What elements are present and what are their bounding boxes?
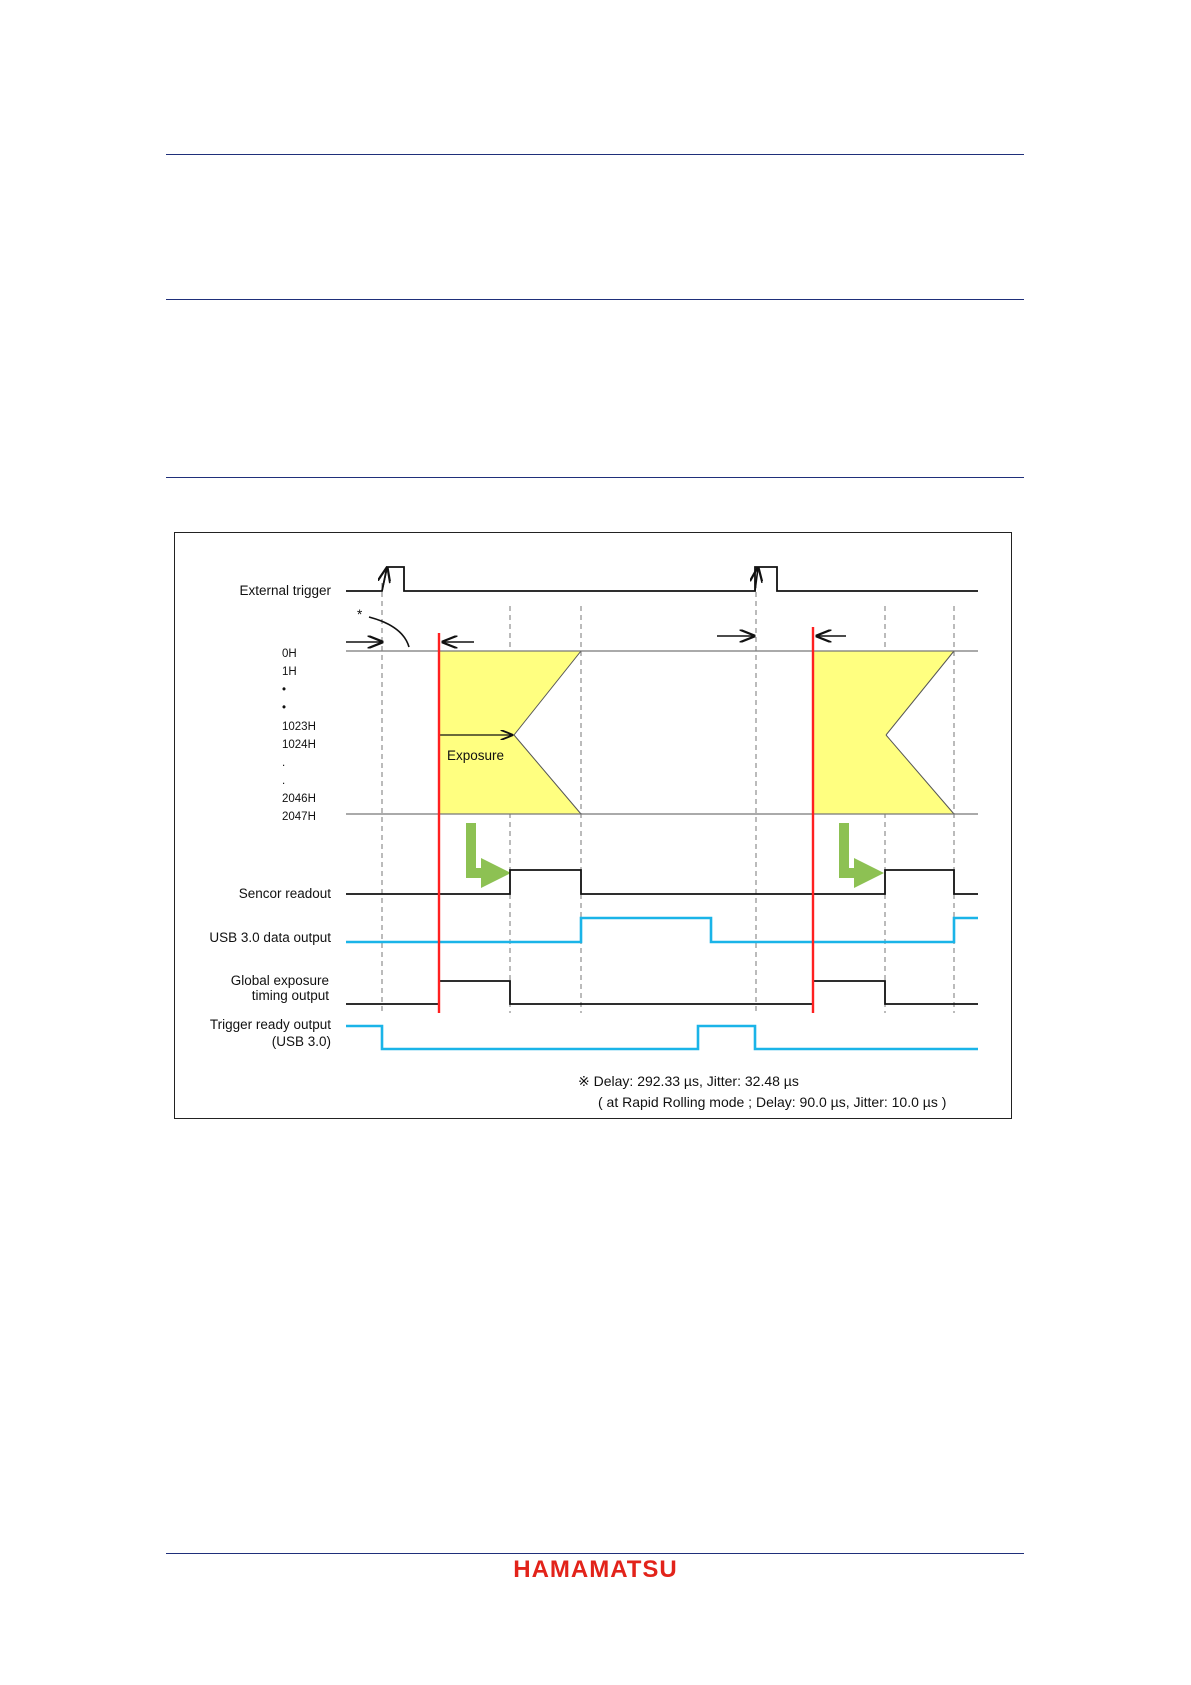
row-label: 0H [282,648,297,660]
header-rule-middle [166,299,1024,300]
asterisk-mark: * [357,607,363,622]
hamamatsu-logo: HAMAMATSU [513,1556,678,1583]
rapid-rolling-note: ( at Rapid Rolling mode ; Delay: 90.0 µs, Jitter: 10.0 µs ) [598,1094,947,1110]
footer-rule [166,1553,1024,1554]
row-label: 2046H [282,793,316,805]
sensor-readout-waveform [346,870,978,894]
header-rule-top [166,154,1024,155]
usb-data-output-label: USB 3.0 data output [209,930,331,945]
row-label: . [282,757,286,769]
trigger-ready-label-line2: (USB 3.0) [271,1034,331,1049]
row-label: • [282,684,287,696]
external-trigger-label: External trigger [239,583,331,598]
usb-data-output-waveform [346,918,978,942]
exposure-region-2 [813,651,954,814]
exposure-label: Exposure [447,748,505,763]
trigger-ready-label-line1: Trigger ready output [209,1017,331,1032]
exposure-region-1 [439,651,581,814]
global-exposure-waveform [346,981,978,1004]
timing-diagram-canvas [175,533,1013,1120]
global-exposure-label-line2: timing output [251,988,329,1003]
row-label: 1023H [282,721,316,733]
external-trigger-waveform [346,567,978,591]
row-label: 1024H [282,739,316,751]
row-label: 2047H [282,811,316,823]
sensor-readout-label: Sencor readout [238,886,331,901]
delay-jitter-note: ※ Delay: 292.33 µs, Jitter: 32.48 µs [578,1073,799,1089]
header-rule-bottom [166,477,1024,478]
transfer-arrow [844,823,869,873]
trigger-ready-waveform [346,1026,978,1049]
row-label: . [282,775,286,787]
global-exposure-label-line1: Global exposure [230,973,329,988]
row-label: 1H [282,666,297,678]
row-label: • [282,702,287,714]
timing-diagram [174,532,1012,1119]
trigger-edge-arrow [382,568,387,591]
transfer-arrow [471,823,496,873]
